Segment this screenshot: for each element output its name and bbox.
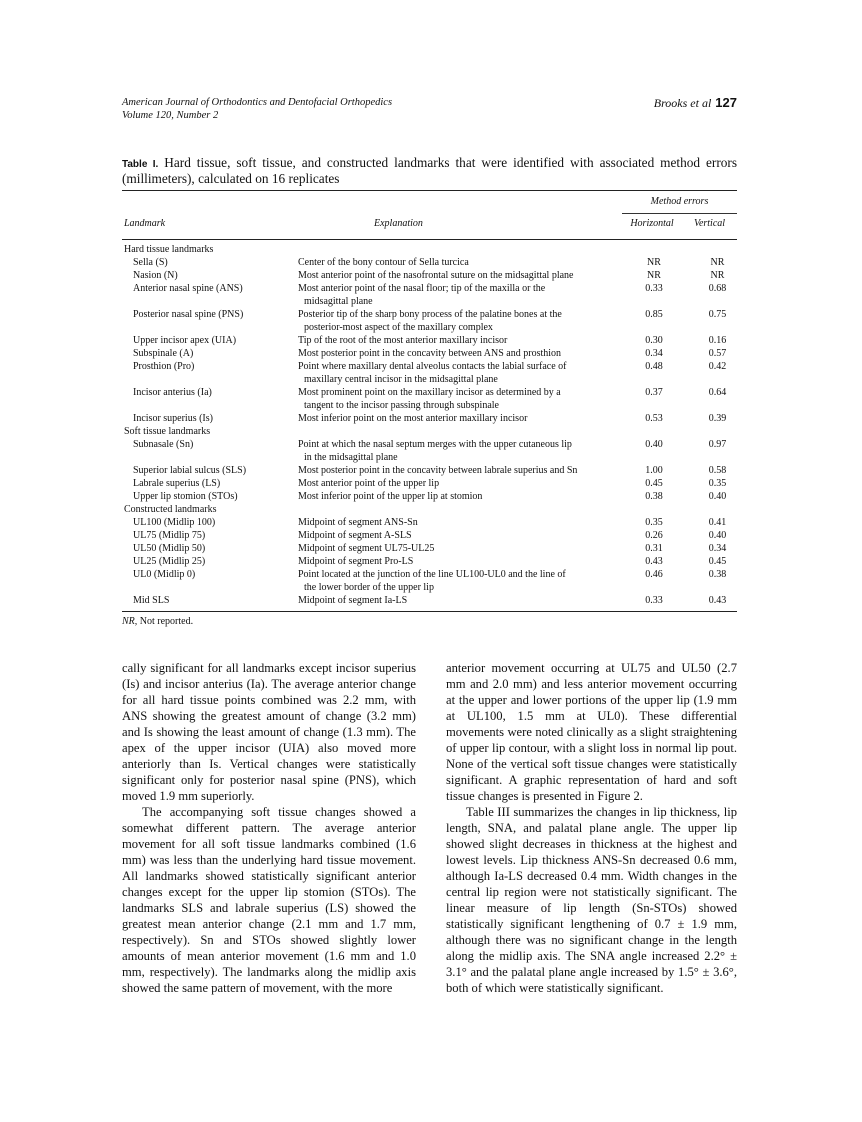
table-row [122,347,737,360]
landmark-cell: Superior labial sulcus (SLS) [133,465,247,476]
col-explanation: Explanation [374,218,423,229]
table-row [122,490,737,503]
landmark-cell: Posterior nasal spine (PNS) [133,309,244,320]
explanation-cell [298,464,590,477]
explanation-line: Midpoint of segment A-SLS [298,530,412,541]
authors: Brooks et al [653,96,712,110]
explanation-cell [298,438,590,464]
explanation-line: Most prominent point on the maxillary incisor as determined by a [298,387,561,398]
col-horizontal: Horizontal [630,218,674,229]
explanation-cell [298,269,590,282]
vertical-error-cell: 0.64 [708,387,727,398]
table-row [122,386,737,412]
explanation-cell [298,594,590,607]
landmark-cell: Anterior nasal spine (ANS) [133,283,243,294]
explanation-cell [298,516,590,529]
table-row [122,334,737,347]
table-label: Table I. [122,159,159,170]
horizontal-error-cell: 0.35 [645,517,663,528]
landmark-cell: Incisor anterius (Ia) [133,387,212,398]
landmarks-table [122,190,737,612]
horizontal-error-cell: 0.30 [645,335,663,346]
paragraph: Table III summarizes the changes in lip thickness, lip length, SNA, and palatal plane angle. The upper lip showed slight decreases in thickness at the highest and lowest levels. Lip thickness ANS-Sn decreased 0.6 mm, although Ia-LS decreased 0.4 mm. Width changes in the central lip region were not statistically significant. The linear measure of lip length (Sn-STOs) showed statistically significant lengthening of 0.7 ± 1.9 mm, although there was no significant change in the length along the midlip axis. The SNA angle increased 2.2° ± 3.1° and the palatal plane angle increased by 1.5° ± 3.6°, both of which were statistically significant. [446,805,737,995]
explanation-line: Point where maxillary dental alveolus contacts the labial surface of [298,361,567,372]
explanation-line: in the midsagittal plane [304,452,398,463]
method-errors-header: Method errors [622,196,737,214]
landmark-cell: Sella (S) [133,257,168,268]
horizontal-error-cell: 0.38 [645,491,663,502]
vertical-error-cell: 0.45 [708,556,727,567]
vertical-error-cell: 0.43 [708,595,727,606]
page-header-right [654,95,737,111]
landmark-cell: UL25 (Midlip 25) [133,556,206,567]
landmark-cell: UL0 (Midlip 0) [133,569,196,580]
col-landmark: Landmark [124,218,166,229]
explanation-line: Tip of the root of the most anterior maxillary incisor [298,335,508,346]
table-row [122,464,737,477]
page-number: 127 [715,95,737,110]
section-heading: Constructed landmarks [124,504,217,515]
explanation-cell [298,334,590,347]
explanation-cell [298,568,590,594]
explanation-cell [298,386,590,412]
explanation-cell [298,542,590,555]
paragraph: The accompanying soft tissue changes showed a somewhat different pattern. The average anterior movement for all soft tissue landmarks combined (1.6 mm) was less than the underlying hard tissue movement. All landmarks showed statistically significant anterior changes except for the upper lip stomion (STOs). The landmarks SLS and labrale superius (LS) showed the greatest mean anterior change (2.1 mm and 1.7 mm, respectively). Sn and STOs showed slightly lower amounts of mean anterior movement (1.6 mm and 1.0 mm, respectively). The landmarks along the midlip axis showed the same pattern of movement, with the more [122,805,416,995]
vertical-error-cell: 0.97 [708,439,727,450]
table-row [122,477,737,490]
vertical-error-cell: 0.40 [708,530,727,541]
vertical-error-cell: 0.39 [708,413,727,424]
explanation-line: Most anterior point of the upper lip [298,478,440,489]
landmark-cell: UL100 (Midlip 100) [133,517,216,528]
landmark-cell: Prosthion (Pro) [133,361,195,372]
explanation-line: Most inferior point on the most anterior maxillary incisor [298,413,528,424]
explanation-cell [298,308,590,334]
explanation-line: Center of the bony contour of Sella turcica [298,257,469,268]
vertical-error-cell: 0.75 [708,309,727,320]
table-footnote [122,616,193,627]
explanation-line: Point located at the junction of the line UL100-UL0 and the line of [298,569,566,580]
paragraph: anterior movement occurring at UL75 and UL50 (2.7 mm and 2.0 mm) and less anterior movement occurring at the upper and lower portions of the upper lip (1.9 mm at UL100, 1.5 mm at UL0). These differential movements were noted clinically as a slight straightening of upper lip contour, with a slight loss in normal lip pout. None of the vertical soft tissue changes were statistically significant. A graphic representation of hard and soft tissue changes is presented in Figure 2. [446,661,737,803]
horizontal-error-cell: 0.26 [645,530,663,541]
explanation-cell [298,282,590,308]
horizontal-error-cell: 0.37 [645,387,663,398]
table-caption [122,156,737,186]
table-header [122,191,737,240]
horizontal-error-cell: 0.45 [645,478,663,489]
landmark-cell: Nasion (N) [133,270,178,281]
explanation-cell [298,555,590,568]
table-row [122,529,737,542]
landmark-cell: Subspinale (A) [133,348,194,359]
col-vertical: Vertical [693,218,726,229]
landmark-cell: Upper lip stomion (STOs) [133,491,238,502]
table-row [122,308,737,334]
explanation-cell [298,529,590,542]
vertical-error-cell: 0.41 [708,517,727,528]
explanation-line: the lower border of the upper lip [304,582,434,593]
explanation-line: Midpoint of segment Ia-LS [298,595,408,606]
section-heading: Soft tissue landmarks [124,426,211,437]
explanation-line: Midpoint of segment UL75-UL25 [298,543,435,554]
table-row [122,542,737,555]
explanation-line: maxillary central incisor in the midsagittal plane [304,374,498,385]
explanation-cell [298,347,590,360]
table-row [122,438,737,464]
running-header [122,96,392,122]
body-column-right [446,660,737,996]
landmark-cell: UL50 (Midlip 50) [133,543,206,554]
vertical-error-cell: 0.58 [708,465,727,476]
vertical-error-cell: 0.68 [708,283,727,294]
table-row [122,568,737,594]
horizontal-error-cell: 0.31 [645,543,663,554]
footnote-text: Not reported. [137,616,194,627]
explanation-line: Most anterior point of the nasal floor; tip of the maxilla or the [298,283,546,294]
vertical-error-cell: 0.38 [708,569,727,580]
table-row [122,269,737,282]
table-row [122,412,737,425]
landmark-cell: UL75 (Midlip 75) [133,530,206,541]
explanation-line: Most posterior point in the concavity between labrale superius and Sn [298,465,578,476]
horizontal-error-cell: 0.48 [645,361,663,372]
explanation-line: Point at which the nasal septum merges with the upper cutaneous lip [298,439,572,450]
landmark-cell: Labrale superius (LS) [133,478,221,489]
vertical-error-cell: 0.16 [708,335,727,346]
vertical-error-cell: 0.34 [708,543,727,554]
landmark-cell: Upper incisor apex (UIA) [133,335,237,346]
section-heading: Hard tissue landmarks [124,244,214,255]
horizontal-error-cell: 0.33 [645,283,663,294]
horizontal-error-cell: 1.00 [645,465,663,476]
vertical-error-cell: 0.42 [708,361,727,372]
paragraph: cally significant for all landmarks except incisor superius (Is) and incisor anterius (Ia). The average anterior change for all hard tissue points combined was 2.2 mm, with ANS showing the greatest amount of change (3.2 mm) and Is showing the least amount of change (1.3 mm). The apex of the upper incisor (UIA) also moved more anteriorly than Is. Vertical changes were statistically significant only for posterior nasal spine (PNS), which moved 1.9 mm superiorly. [122,661,416,803]
table-row [122,256,737,269]
volume-info: Volume 120, Number 2 [122,110,219,121]
landmark-cell: Incisor superius (Is) [133,413,213,424]
explanation-line: Midpoint of segment ANS-Sn [298,517,418,528]
explanation-cell [298,477,590,490]
horizontal-error-cell: 0.40 [645,439,663,450]
explanation-line: tangent to the incisor passing through subspinale [304,400,499,411]
landmark-cell: Mid SLS [133,595,170,606]
vertical-error-cell: NR [710,257,725,268]
explanation-line: Posterior tip of the sharp bony process of the palatine bones at the [298,309,562,320]
footnote-abbr: NR, [122,616,138,627]
explanation-line: posterior-most aspect of the maxillary complex [304,322,493,333]
table-row [122,555,737,568]
table-row [122,282,737,308]
journal-title: American Journal of Orthodontics and Dentofacial Orthopedics [122,97,393,108]
horizontal-error-cell: 0.33 [645,595,663,606]
explanation-line: midsagittal plane [304,296,373,307]
horizontal-error-cell: NR [647,257,661,268]
explanation-line: Most inferior point of the upper lip at stomion [298,491,483,502]
caption-text: Hard tissue, soft tissue, and constructed landmarks that were identified with associated method errors (millimeters), calculated on 16 replicates [122,155,738,186]
table-row [122,516,737,529]
landmark-cell: Subnasale (Sn) [133,439,194,450]
explanation-cell [298,256,590,269]
horizontal-error-cell: 0.43 [645,556,663,567]
explanation-line: Most posterior point in the concavity between ANS and prosthion [298,348,562,359]
horizontal-error-cell: 0.53 [645,413,663,424]
explanation-cell [298,360,590,386]
table-row [122,360,737,386]
vertical-error-cell: NR [710,270,725,281]
explanation-cell [298,412,590,425]
table-row [122,594,737,607]
explanation-line: Most anterior point of the nasofrontal suture on the midsagittal plane [298,270,574,281]
vertical-error-cell: 0.40 [708,491,727,502]
vertical-error-cell: 0.35 [708,478,727,489]
table-body [122,240,737,611]
horizontal-error-cell: 0.46 [645,569,663,580]
horizontal-error-cell: 0.34 [645,348,663,359]
horizontal-error-cell: NR [647,270,661,281]
horizontal-error-cell: 0.85 [645,309,663,320]
body-column-left [122,660,416,996]
explanation-line: Midpoint of segment Pro-LS [298,556,414,567]
explanation-cell [298,490,590,503]
vertical-error-cell: 0.57 [708,348,727,359]
